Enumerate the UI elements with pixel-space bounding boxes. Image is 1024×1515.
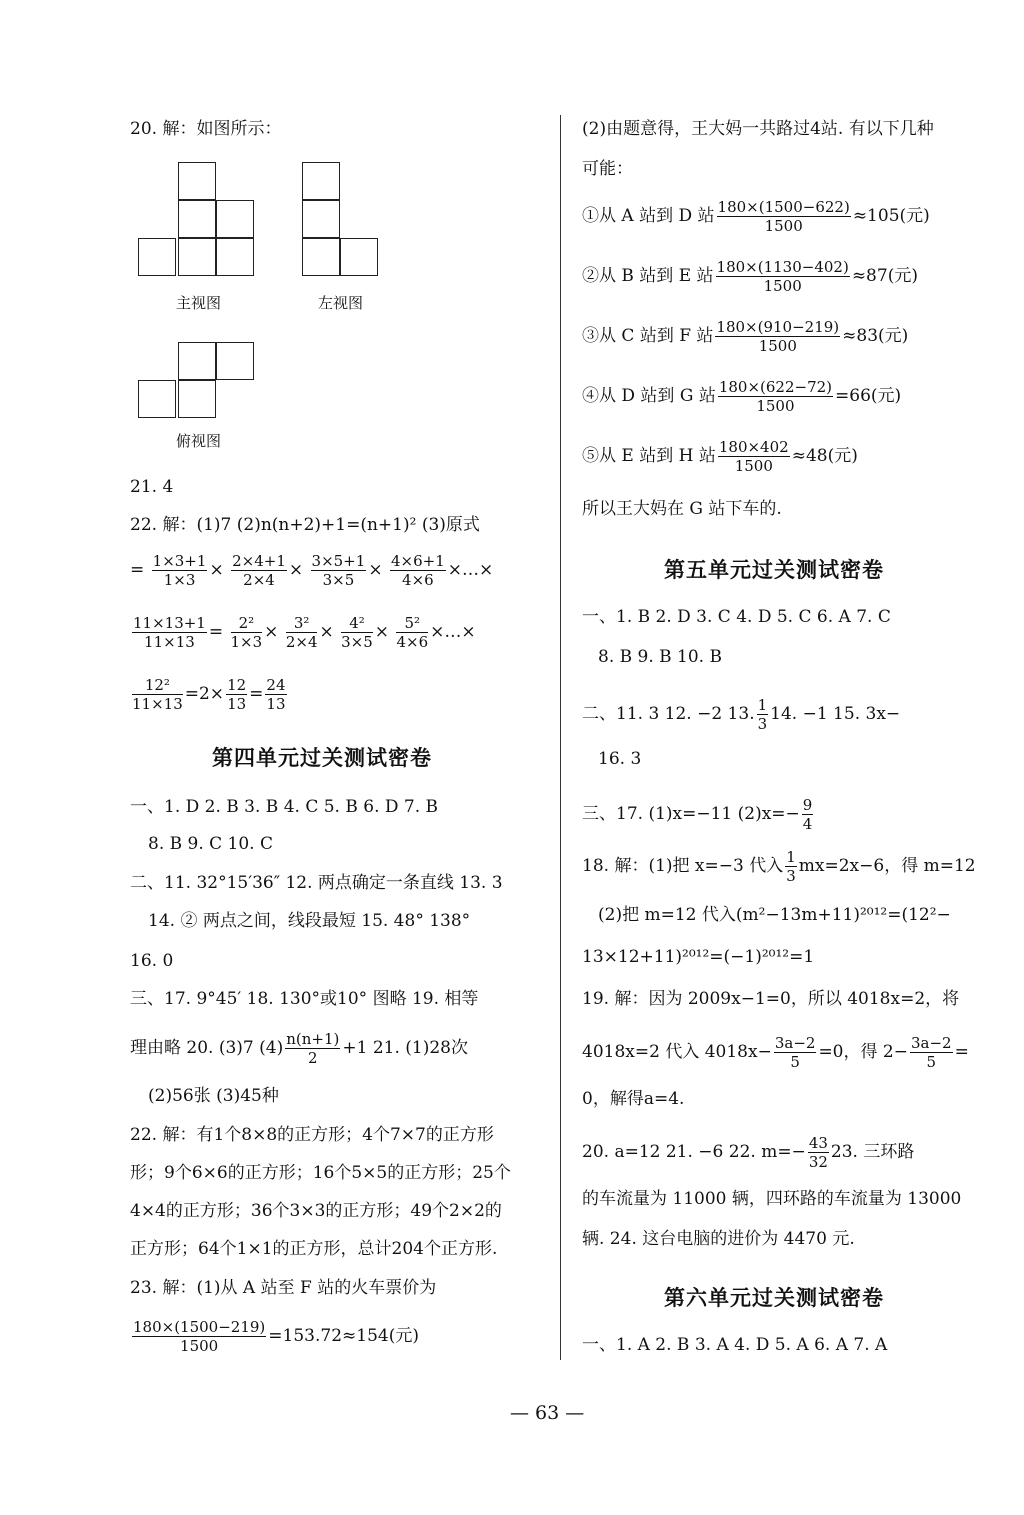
q20-text: 20. 解：如图所示： — [130, 119, 282, 139]
r-line2: 可能： — [582, 159, 633, 179]
u4-line10: 形；9个6×6的正方形；16个5×5的正方形；25个 — [130, 1163, 511, 1183]
unit4-title: 第四单元过关测试密卷 — [212, 746, 432, 770]
case-3: ③从 C 站到 F 站 $\frac{180\times(910-219)}{1500}$ ≈83(元) — [582, 318, 909, 355]
u4-line9: 22. 解：有1个8×8的正方形；4个7×7的正方形 — [130, 1125, 494, 1145]
u5-line5: 三、17. (1)x=−11 (2)x=− $\frac{9}{4}$ — [582, 796, 813, 833]
left-view-figure — [302, 162, 382, 282]
u4-line2: 8. B 9. C 10. C — [148, 834, 274, 854]
u5-line3: 二、11. 3 12. −2 13. $\frac{1}{3}$ 14. −1 15. 3x− — [582, 696, 901, 733]
u4-line13: 23. 解：(1)从 A 站至 F 站的火车票价为 — [130, 1278, 437, 1298]
u5-line4: 16. 3 — [598, 749, 642, 769]
unit5-title: 第五单元过关测试密卷 — [664, 558, 884, 582]
u4-line7: 理由略 20. (3)7 (4) $\frac{n(n+1)}{2}$ +1 21. (1)28次 — [130, 1030, 468, 1067]
page-number: — 63 — — [510, 1402, 585, 1424]
u5-line8: 13×12+11)²⁰¹²=(−1)²⁰¹²=1 — [582, 947, 815, 967]
front-view-figure — [138, 162, 258, 282]
r-line1: (2)由题意得，王大妈一共路过4站. 有以下几种 — [582, 119, 934, 139]
u5-line13: 的车流量为 11000 辆，四环路的车流量为 13000 — [582, 1189, 962, 1209]
u5-line2: 8. B 9. B 10. B — [598, 647, 722, 667]
left-view-caption: 左视图 — [318, 294, 364, 312]
q22-line3: $\frac{11\times 13+1}{11\times 13}$ = $\frac{\text{2²}}{1\times 3}$ × $\frac{\text{3²}}{2\times 4}$ × $\frac{\text{4²}}{3\times 5}$ × $\frac{\text{5²}}{4\times 6}$ ×…× — [133, 614, 476, 651]
u6-line1: 一、1. A 2. B 3. A 4. D 5. A 6. A 7. A — [582, 1335, 888, 1355]
u4-line11: 4×4的正方形；36个3×3的正方形；49个2×2的 — [130, 1201, 502, 1221]
u4-line5: 16. 0 — [130, 951, 174, 971]
u5-line1: 一、1. B 2. D 3. C 4. D 5. C 6. A 7. C — [582, 607, 891, 627]
u5-line14: 辆. 24. 这台电脑的进价为 4470 元. — [582, 1229, 855, 1249]
unit6-title: 第六单元过关测试密卷 — [664, 1286, 884, 1310]
case-4: ④从 D 站到 G 站 $\frac{180\times(622-72)}{1500}$ =66(元) — [582, 378, 902, 415]
front-view-caption: 主视图 — [176, 294, 222, 312]
u5-line7: (2)把 m=12 代入(m²−13m+11)²⁰¹²=(12²− — [598, 905, 951, 925]
u5-line10: 4018x=2 代入 4018x− $\frac{3a-2}{5}$ =0，得 2− $\frac{3a-2}{5}$ = — [582, 1034, 969, 1071]
u5-line12: 20. a=12 21. −6 22. m=− $\frac{43}{32}$ 23. 三环路 — [582, 1134, 915, 1171]
u5-line6: 18. 解：(1)把 x=−3 代入 $\frac{1}{3}$ mx=2x−6，得 m=12 — [582, 848, 976, 885]
case-5: ⑤从 E 站到 H 站 $\frac{180\times 402}{1500}$ ≈48(元) — [582, 438, 858, 475]
case-2: ②从 B 站到 E 站 $\frac{180\times(1130-402)}{1500}$ ≈87(元) — [582, 258, 918, 295]
u4-line8: (2)56张 (3)45种 — [148, 1086, 279, 1106]
u4-line14: $\frac{180\times(1500-219)}{1500}$ =153.72≈154(元) — [133, 1318, 419, 1355]
top-view-caption: 俯视图 — [176, 432, 222, 450]
conclusion: 所以王大妈在 G 站下车的. — [582, 499, 782, 519]
u5-line9: 19. 解：因为 2009x−1=0，所以 4018x=2，将 — [582, 989, 960, 1009]
u4-line6: 三、17. 9°45′ 18. 130°或10° 图略 19. 相等 — [130, 989, 479, 1009]
column-divider — [560, 115, 561, 1360]
u4-line12: 正方形；64个1×1的正方形，总计204个正方形. — [130, 1239, 498, 1259]
u4-line3: 二、11. 32°15′36″ 12. 两点确定一条直线 13. 3 — [130, 873, 503, 893]
q22-line2: = $\frac{1\times 3+1}{1\times 3}$ × $\frac{2\times 4+1}{2\times 4}$ × $\frac{3\times 5+1}{3\times 5}$ × $\frac{4\times 6+1}{4\times 6}$ ×…× — [130, 552, 494, 589]
top-view-figure — [138, 342, 258, 422]
q21-text: 21. 4 — [130, 477, 174, 497]
case-1: ①从 A 站到 D 站 $\frac{180\times(1500-622)}{1500}$ ≈105(元) — [582, 198, 930, 235]
q22-line4: $\frac{\text{12²}}{11\times 13}$ =2× $\frac{12}{13}$ = $\frac{24}{13}$ — [132, 676, 286, 713]
q22-line1: 22. 解：(1)7 (2)n(n+2)+1=(n+1)² (3)原式 — [130, 515, 480, 535]
u4-line4: 14. ② 两点之间，线段最短 15. 48° 138° — [148, 911, 471, 931]
u4-line1: 一、1. D 2. B 3. B 4. C 5. B 6. D 7. B — [130, 797, 439, 817]
u5-line11: 0，解得a=4. — [582, 1089, 685, 1109]
